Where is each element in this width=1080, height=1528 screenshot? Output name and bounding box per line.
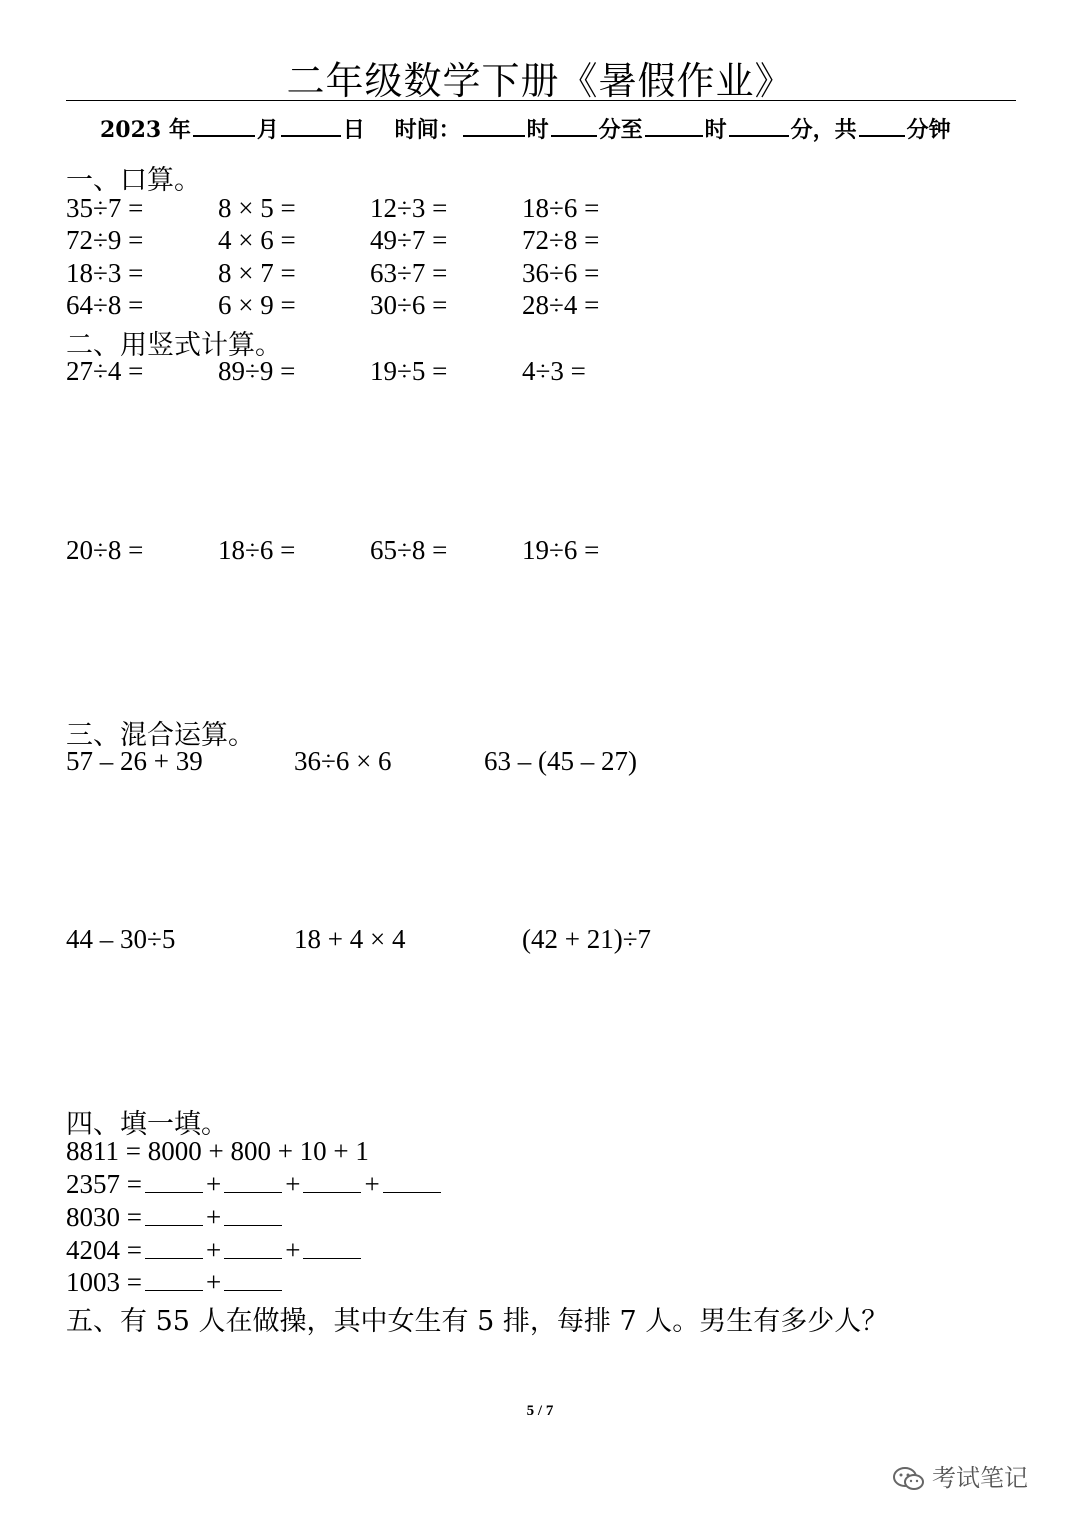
mixed-problem: 18 + 4 × 4 <box>294 924 406 954</box>
fill-blank[interactable] <box>224 1201 282 1226</box>
fill-row: 2357 = + + + <box>66 1168 444 1200</box>
header-time-label: 时间： <box>394 117 461 143</box>
start-minute-blank[interactable] <box>551 115 597 137</box>
section-word-problem: 五、有 55 人在做操，其中女生有 5 排，每排 7 人。男生有多少人？ <box>66 1306 889 1337</box>
section-mixed-heading: 三、混合运算。 <box>66 720 255 751</box>
section-vertical-heading: 二、用竖式计算。 <box>66 330 282 361</box>
oral-problem: 18÷6 = <box>522 193 600 223</box>
mixed-problem: (42 + 21)÷7 <box>522 924 652 954</box>
month-blank[interactable] <box>193 115 255 137</box>
fill-blank[interactable] <box>145 1168 203 1193</box>
oral-problem: 12÷3 = <box>370 193 448 223</box>
vertical-problem: 65÷8 = <box>370 535 448 565</box>
oral-problem: 8 × 7 = <box>218 258 296 288</box>
fill-number: 8030 = <box>66 1202 142 1232</box>
fill-blank[interactable] <box>383 1168 441 1193</box>
start-hour-blank[interactable] <box>463 115 525 137</box>
header-minutes: 分钟 <box>906 117 951 143</box>
fill-row: 8030 = + <box>66 1201 285 1233</box>
header-min-to: 分至 <box>598 117 643 143</box>
fill-blank[interactable] <box>303 1234 361 1259</box>
header-hour2: 时 <box>704 117 727 143</box>
oral-problem: 35÷7 = <box>66 193 144 223</box>
mixed-problem: 63 – (45 – 27) <box>484 746 637 776</box>
oral-problem: 30÷6 = <box>370 290 448 320</box>
vertical-problem: 20÷8 = <box>66 535 144 565</box>
oral-problem: 49÷7 = <box>370 225 448 255</box>
section-fill-heading: 四、填一填。 <box>66 1109 228 1140</box>
vertical-problem: 19÷6 = <box>522 535 600 565</box>
end-minute-blank[interactable] <box>729 115 789 137</box>
vertical-problem: 18÷6 = <box>218 535 296 565</box>
oral-problem: 63÷7 = <box>370 258 448 288</box>
mixed-problem: 57 – 26 + 39 <box>66 746 203 776</box>
fill-number: 2357 = <box>66 1169 142 1199</box>
fill-example: 8811 = 8000 + 800 + 10 + 1 <box>66 1136 369 1166</box>
fill-blank[interactable] <box>145 1234 203 1259</box>
oral-problem: 28÷4 = <box>522 290 600 320</box>
vertical-problem: 89÷9 = <box>218 356 296 386</box>
total-minutes-blank[interactable] <box>859 115 905 137</box>
header-month: 月 <box>256 117 279 143</box>
vertical-problem: 4÷3 = <box>522 356 586 386</box>
end-hour-blank[interactable] <box>645 115 703 137</box>
title-divider <box>66 100 1016 101</box>
vertical-problem: 27÷4 = <box>66 356 144 386</box>
header-hour1: 时 <box>526 117 549 143</box>
watermark <box>892 1458 1028 1493</box>
oral-problem: 6 × 9 = <box>218 290 296 320</box>
day-blank[interactable] <box>281 115 341 137</box>
oral-problem: 36÷6 = <box>522 258 600 288</box>
mixed-problem: 36÷6 × 6 <box>294 746 392 776</box>
fill-number: 1003 = <box>66 1267 142 1297</box>
fill-blank[interactable] <box>224 1234 282 1259</box>
fill-blank[interactable] <box>224 1168 282 1193</box>
header-day: 日 <box>342 117 365 143</box>
oral-problem: 8 × 5 = <box>218 193 296 223</box>
fill-blank[interactable] <box>145 1201 203 1226</box>
fill-row: 4204 = + + <box>66 1234 364 1266</box>
page-number: 5 / 7 <box>526 1403 554 1419</box>
mixed-problem: 44 – 30÷5 <box>66 924 176 954</box>
oral-problem: 18÷3 = <box>66 258 144 288</box>
page-title: 二年级数学下册《暑假作业》 <box>286 59 794 103</box>
fill-blank[interactable] <box>145 1266 203 1291</box>
date-time-header <box>100 113 951 144</box>
section-oral-heading: 一、口算。 <box>66 165 201 196</box>
oral-problem: 72÷9 = <box>66 225 144 255</box>
oral-problem: 4 × 6 = <box>218 225 296 255</box>
watermark-text: 考试笔记 <box>932 1464 1028 1492</box>
header-min-total: 分，共 <box>790 117 857 143</box>
oral-problem: 72÷8 = <box>522 225 600 255</box>
fill-number: 4204 = <box>66 1235 142 1265</box>
header-year: 2023 年 <box>100 117 191 143</box>
vertical-problem: 19÷5 = <box>370 356 448 386</box>
oral-problem: 64÷8 = <box>66 290 144 320</box>
fill-row: 1003 = + <box>66 1266 285 1298</box>
fill-blank[interactable] <box>303 1168 361 1193</box>
wechat-icon <box>892 1466 926 1492</box>
fill-blank[interactable] <box>224 1266 282 1291</box>
